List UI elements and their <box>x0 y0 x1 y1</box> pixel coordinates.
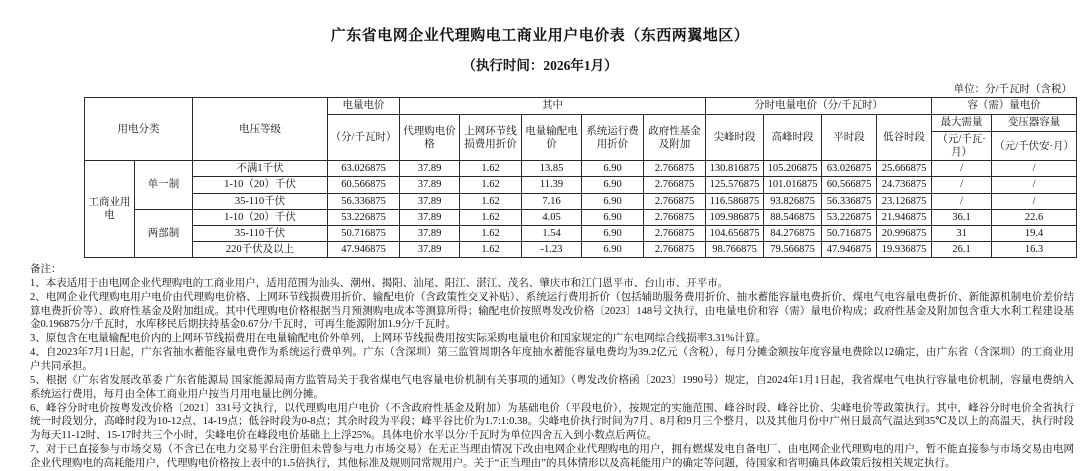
price-cell: 130.816875 <box>706 161 764 177</box>
note-item: 7、对于已直接参与市场交易（不含已在电力交易平台注册但未曾参与电力市场交易）在无正当理由情况下改由电网企业代理购电的用户，拥有燃煤发电自备电厂、由电网企业代理购电的用户，暂不能直接参与市场交易由电网企业代理购电的高耗能用户，代理购电价格按上表中的1.5倍执行，其他标准及规则同常规用户。关于“正当理由”的具体情形以及高耗能用户的确定等问题，待国家和省明确具体政策后按相关规定执行。 <box>30 444 1074 470</box>
price-cell: 109.986875 <box>706 209 764 225</box>
price-cell: 19.4 <box>992 225 1077 241</box>
price-cell: 93.826875 <box>764 193 822 209</box>
price-cell: 2.766875 <box>644 209 706 225</box>
price-cell: 37.89 <box>400 193 460 209</box>
system-cell-single: 单一制 <box>135 161 193 209</box>
table-row <box>85 241 1077 257</box>
price-cell: 101.016875 <box>764 177 822 193</box>
unit-note: 单位：分/千瓦时（含税） <box>953 84 1072 95</box>
header-tou-col-peak: 高峰时段 <box>764 115 822 161</box>
price-cell: 19.936875 <box>877 241 932 257</box>
price-cell: / <box>932 193 992 209</box>
price-cell: 6.90 <box>582 193 644 209</box>
price-cell: 50.716875 <box>822 225 877 241</box>
price-cell: 50.716875 <box>328 225 400 241</box>
price-cell: 7.16 <box>522 193 582 209</box>
header-breakdown-col-govfund: 政府性基金及附加 <box>644 115 706 161</box>
price-cell: 22.6 <box>992 209 1077 225</box>
header-breakdown: 其中 <box>400 98 706 115</box>
price-cell: 1.62 <box>460 225 522 241</box>
header-tou: 分时电量电价（分/千瓦时） <box>706 98 932 115</box>
price-cell: 2.766875 <box>644 193 706 209</box>
note-item: 3、原包含在电量输配电价内的上网环节线损费用在电量输配电价外单列，上网环节线损费用按实际采购电量电价和国家规定的广东电网综合线损率3.31%计算。 <box>30 333 766 345</box>
category-cell: 工商业用电 <box>85 161 135 258</box>
header-capacity-unit-transformer: （元/千伏安·月） <box>992 132 1077 161</box>
voltage-cell: 35-110千伏 <box>193 193 328 209</box>
header-breakdown-col-sysop: 系统运行费用折价 <box>582 115 644 161</box>
price-cell: 104.656875 <box>706 225 764 241</box>
table-row <box>85 161 1077 177</box>
price-cell: 21.946875 <box>877 209 932 225</box>
note-item: 5、根据《广东省发展改革委 广东省能源局 国家能源局南方监管局关于我省煤电气电容量电价机制有关事项的通知》（粤发改价格函〔2023〕1990号）规定，自2024年1月1日起，我省煤电气电执行容量电价机制，容量电费纳入系统运行费用，每月由全体工商业用户按当月用电量比例分摊。 <box>30 374 1074 400</box>
price-cell: 6.90 <box>582 209 644 225</box>
price-cell: 6.90 <box>582 161 644 177</box>
header-capacity-unit-maxdemand: （元/千瓦·月） <box>932 132 992 161</box>
voltage-cell: 不满1千伏 <box>193 161 328 177</box>
note-item: 2、电网企业代理购电用户电价由代理购电价格、上网环节线损费用折价、输配电价（含政策性交叉补贴）、系统运行费用折价（包括辅助服务费用折价、抽水蓄能容量电费折价、煤电气电容量电费折价、新能源机制电价差价结算电费折价等）、政府性基金及附加组成。其中代理购电价格根据当月预测购电成本等测算所得；输配电价按照粤发改价格〔2023〕148号文执行，由电量电价和容（需）量电价构成；政府性基金及附加包含重大水利工程建设基金0.196875分/千瓦时，水库移民后期扶持基金0.67分/千瓦时，可再生能源附加1.9分/千瓦时。 <box>30 291 1074 331</box>
header-tou-col-sharp-peak: 尖峰时段 <box>706 115 764 161</box>
price-cell: 23.126875 <box>877 193 932 209</box>
price-cell: 20.996875 <box>877 225 932 241</box>
price-cell: 63.026875 <box>822 161 877 177</box>
price-cell: 56.336875 <box>822 193 877 209</box>
price-cell: 25.666875 <box>877 161 932 177</box>
notes-section <box>30 263 1074 471</box>
price-cell: 1.62 <box>460 177 522 193</box>
voltage-cell: 220千伏及以上 <box>193 241 328 257</box>
price-cell: 56.336875 <box>328 193 400 209</box>
system-cell-two-part: 两部制 <box>135 209 193 257</box>
header-voltage-level: 电压等级 <box>193 98 328 161</box>
price-cell: / <box>992 177 1077 193</box>
price-cell: 1.62 <box>460 193 522 209</box>
price-cell: 31 <box>932 225 992 241</box>
voltage-cell: 1-10（20）千伏 <box>193 177 328 193</box>
price-cell: 1.62 <box>460 241 522 257</box>
price-cell: -1.23 <box>522 241 582 257</box>
header-energy-price-unit: （分/千瓦时） <box>328 115 400 161</box>
table-row <box>85 225 1077 241</box>
note-item: 1、本表适用于由电网企业代理购电的工商业用户，适用范围为汕头、潮州、揭阳、汕尾、阳江、湛江、茂名、肇庆市和江门恩平市、台山市、开平市。 <box>30 277 729 289</box>
price-cell: 105.206875 <box>764 161 822 177</box>
header-capacity: 容（需）量电价 <box>932 98 1077 115</box>
price-cell: 47.946875 <box>822 241 877 257</box>
price-cell: 6.90 <box>582 225 644 241</box>
voltage-cell: 35-110千伏 <box>193 225 328 241</box>
header-breakdown-col-agency: 代理购电价格 <box>400 115 460 161</box>
header-breakdown-col-transmission: 电量输配电价 <box>522 115 582 161</box>
price-cell: 4.05 <box>522 209 582 225</box>
header-usage-class: 用电分类 <box>85 98 193 161</box>
header-capacity-col-maxdemand: 最大需量 <box>932 115 992 132</box>
price-cell: 53.226875 <box>822 209 877 225</box>
page-title: 广东省电网企业代理购电工商业用户电价表（东西两翼地区） <box>330 28 750 44</box>
note-item: 4、自2023年7月1日起，广东省抽水蓄能容量电费作为系统运行费单列。广东（含深圳）第三监管周期各年度抽水蓄能容量电费均为39.2亿元（含税），每月分摊金额按年度容量电费除以12确定，由广东省（含深圳）的工商业用户共同承担。 <box>30 347 1074 373</box>
price-cell: 2.766875 <box>644 161 706 177</box>
header-energy-price: 电量电价 <box>328 98 400 115</box>
price-cell: 2.766875 <box>644 241 706 257</box>
price-cell: 84.276875 <box>764 225 822 241</box>
note-item: 6、峰谷分时电价按粤发改价格〔2021〕331号文执行，以代理购电用户电价（不含政府性基金及附加）为基础电价（平段电价），按规定的实施范围、峰谷时段、峰谷比价、尖峰电价等政策执行。其中，峰谷分时电价全省执行统一时段划分，高峰时段为10-12点、14-19点；低谷时段为0-8点；其余时段为平段；峰平谷比价为1.7:1:0.38。尖峰电价执行时间为7月、8月和9月三个整月，以及其他月份中广州日最高气温达到35℃及以上的高温天，执行时段为每天11-12时、15-17时共三个小时，尖峰电价在峰段电价基础上上浮25%。具体电价水平以分/千瓦时为单位四舍五入到小数点后两位。 <box>30 402 1074 442</box>
price-cell: 26.1 <box>932 241 992 257</box>
table-row <box>85 177 1077 193</box>
notes-label: 备注： <box>30 264 62 275</box>
price-cell: 116.586875 <box>706 193 764 209</box>
price-cell: 1.62 <box>460 161 522 177</box>
price-cell: / <box>932 161 992 177</box>
price-cell: 98.766875 <box>706 241 764 257</box>
price-cell: 2.766875 <box>644 177 706 193</box>
price-cell: 6.90 <box>582 241 644 257</box>
price-cell: 125.576875 <box>706 177 764 193</box>
price-cell: 88.546875 <box>764 209 822 225</box>
price-cell: 6.90 <box>582 177 644 193</box>
header-breakdown-col-lineloss: 上网环节线损费用折价 <box>460 115 522 161</box>
header-tou-col-flat: 平时段 <box>822 115 877 161</box>
voltage-cell: 1-10（20）千伏 <box>193 209 328 225</box>
price-cell: 37.89 <box>400 241 460 257</box>
price-cell: 60.566875 <box>328 177 400 193</box>
price-cell: 11.39 <box>522 177 582 193</box>
table-row <box>85 209 1077 225</box>
price-cell: 37.89 <box>400 177 460 193</box>
price-cell: 36.1 <box>932 209 992 225</box>
price-cell: 1.62 <box>460 209 522 225</box>
price-cell: 79.566875 <box>764 241 822 257</box>
price-cell: 47.946875 <box>328 241 400 257</box>
price-cell: 13.85 <box>522 161 582 177</box>
price-cell: / <box>932 177 992 193</box>
price-cell: 63.026875 <box>328 161 400 177</box>
price-cell: 37.89 <box>400 209 460 225</box>
price-table <box>84 97 1077 258</box>
price-cell: / <box>992 193 1077 209</box>
price-cell: 24.736875 <box>877 177 932 193</box>
price-cell: 1.54 <box>522 225 582 241</box>
price-cell: 37.89 <box>400 225 460 241</box>
price-cell: 60.566875 <box>822 177 877 193</box>
price-cell: 37.89 <box>400 161 460 177</box>
price-cell: 53.226875 <box>328 209 400 225</box>
table-row <box>85 193 1077 209</box>
price-cell: / <box>992 161 1077 177</box>
header-tou-col-valley: 低谷时段 <box>877 115 932 161</box>
price-cell: 2.766875 <box>644 225 706 241</box>
price-cell: 16.3 <box>992 241 1077 257</box>
page-subtitle: （执行时间：2026年1月） <box>462 58 618 73</box>
header-capacity-col-transformer: 变压器容量 <box>992 115 1077 132</box>
